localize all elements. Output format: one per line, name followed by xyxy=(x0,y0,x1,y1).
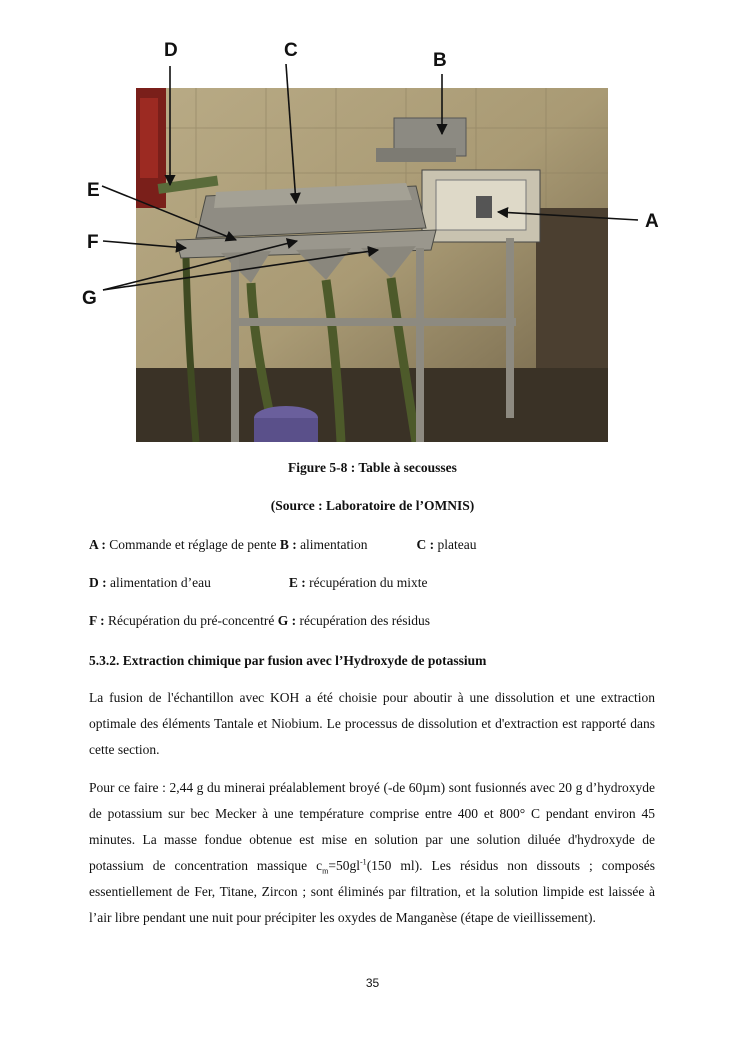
section-heading: 5.3.2. Extraction chimique par fusion avec l’Hydroxyde de potassium xyxy=(89,653,487,668)
paragraph-2 xyxy=(89,775,655,931)
legend-c-text: plateau xyxy=(434,537,477,552)
arrow-f xyxy=(103,241,186,248)
label-e: E xyxy=(87,180,100,201)
legend-e-text: récupération du mixte xyxy=(305,575,428,590)
label-d: D xyxy=(164,40,178,61)
legend-f-key: F : xyxy=(89,613,105,628)
label-b: B xyxy=(433,50,447,71)
arrow-a xyxy=(498,212,638,220)
figure xyxy=(0,0,745,450)
legend-a-text: Commande et réglage de pente xyxy=(105,537,280,552)
arrow-c xyxy=(286,64,296,203)
legend-line-1 xyxy=(89,537,477,553)
legend-line-2 xyxy=(89,575,428,591)
legend-a-key: A : xyxy=(89,537,106,552)
paragraph-2-sup: -1 xyxy=(360,857,367,867)
arrow-e xyxy=(102,186,236,240)
figure-source: (Source : Laboratoire de l’OMNIS) xyxy=(270,498,475,513)
legend-b-text: alimentation xyxy=(296,537,368,552)
legend-f-text: Récupération du pré-concentré xyxy=(104,613,278,628)
paragraph-2-part1: Pour ce faire : 2,44 g du minerai préalablement broyé (-de 60µm) sont fusionnés avec 20 g d’hydroxyde de potassium sur bec Mecker à une température comprise entre 400 et 800° C pendant environ 45 minutes. La masse fondue obtenue est mise en solution par une solution diluée d'hydroxyde de potassium de concentration massique c xyxy=(89,780,655,873)
label-a: A xyxy=(645,211,659,232)
legend-b-key: B : xyxy=(279,537,297,552)
callout-arrows xyxy=(0,0,745,450)
legend-line-3 xyxy=(89,613,430,629)
legend-c-key: C : xyxy=(416,537,435,552)
label-g: G xyxy=(82,288,97,309)
legend-d-key: D : xyxy=(89,575,107,590)
paragraph-2-sub: m xyxy=(322,866,329,876)
legend-d-text: alimentation d’eau xyxy=(106,575,211,590)
page-number: 35 xyxy=(365,976,380,990)
legend-e-key: E : xyxy=(288,575,306,590)
legend-g-text: récupération des résidus xyxy=(296,613,430,628)
paragraph-2-part3: (150 ml). Les résidus non dissouts ; composés essentiellement de Fer, Titane, Zircon ; sont éliminés par filtration, et la solution limpide est laissée à l’air libre pendant une nuit pour précipiter les oxydes de Manganèse (étape de vieillissement). xyxy=(89,858,655,925)
label-f: F xyxy=(87,232,99,253)
figure-caption: Figure 5-8 : Table à secousses xyxy=(288,460,457,475)
label-c: C xyxy=(284,40,298,61)
legend-g-key: G : xyxy=(277,613,297,628)
paragraph-2-part2: =50gl xyxy=(328,858,361,873)
paragraph-1: La fusion de l'échantillon avec KOH a été choisie pour aboutir à une dissolution et une extraction optimale des éléments Tantale et Niobium. Le processus de dissolution et d'extraction est rapporté dans cette section. xyxy=(89,690,655,757)
